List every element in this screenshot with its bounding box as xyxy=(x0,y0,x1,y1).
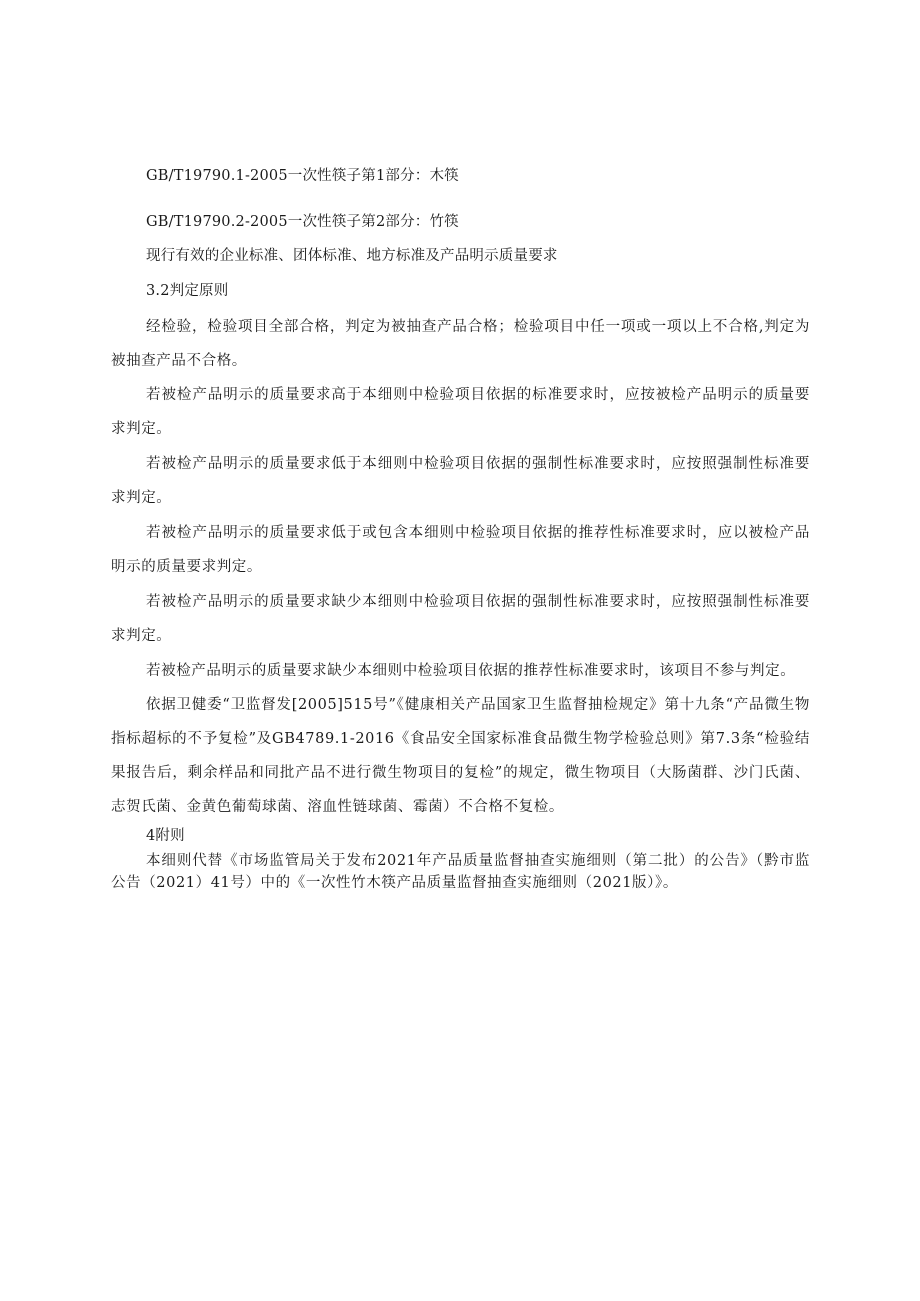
paragraph-judgement-6: 若被检产品明示的质量要求缺少本细则中检验项目依据的推荐性标准要求时，该项目不参与判定。 xyxy=(146,663,796,679)
standard-line-2: GB/T19790.2-2005一次性筷子第2部分：竹筷 xyxy=(146,214,459,230)
section-4-heading: 4附则 xyxy=(146,828,185,844)
standard-line-3: 现行有效的企业标准、团体标准、地方标准及产品明示质量要求 xyxy=(146,248,558,264)
paragraph-judgement-2: 若被检产品明示的质量要求高于本细则中检验项目依据的标准要求时，应按被检产品明示的质量要求判定。 xyxy=(111,387,810,437)
paragraph-judgement-3: 若被检产品明示的质量要求低于本细则中检验项目依据的强制性标准要求时，应按照强制性标准要求判定。 xyxy=(111,456,810,506)
standard-line-1: GB/T19790.1-2005一次性筷子第1部分：木筷 xyxy=(146,168,459,184)
paragraph-judgement-1: 经检验，检验项目全部合格，判定为被抽查产品合格；检验项目中任一项或一项以上不合格,判定为被抽查产品不合格。 xyxy=(111,319,810,369)
paragraph-judgement-5: 若被检产品明示的质量要求缺少本细则中检验项目依据的强制性标准要求时，应按照强制性标准要求判定。 xyxy=(111,594,810,644)
paragraph-microbiology-rule: 依据卫健委“卫监督发[2005]515号”《健康相关产品国家卫生监督抽检规定》第十九条“产品微生物指标超标的不予复检”及GB4789.1-2016《食品安全国家标准食品微生物学检验总则》第7.3条“检验结果报告后，剩余样品和同批产品不进行微生物项目的复检”的规定，微生物项目（大肠菌群、沙门氏菌、志贺氏菌、金黄色葡萄球菌、溶血性链球菌、霉菌）不合格不复检。 xyxy=(111,697,810,815)
section-3-2-heading: 3.2判定原则 xyxy=(146,283,229,299)
paragraph-judgement-4: 若被检产品明示的质量要求低于或包含本细则中检验项目依据的推荐性标准要求时，应以被检产品明示的质量要求判定。 xyxy=(111,525,810,575)
paragraph-supersession: 本细则代替《市场监管局关于发布2021年产品质量监督抽查实施细则（第二批）的公告》（黔市监公告（2021）41号）中的《一次性竹木筷产品质量监督抽查实施细则（2021版）》。 xyxy=(111,853,810,891)
